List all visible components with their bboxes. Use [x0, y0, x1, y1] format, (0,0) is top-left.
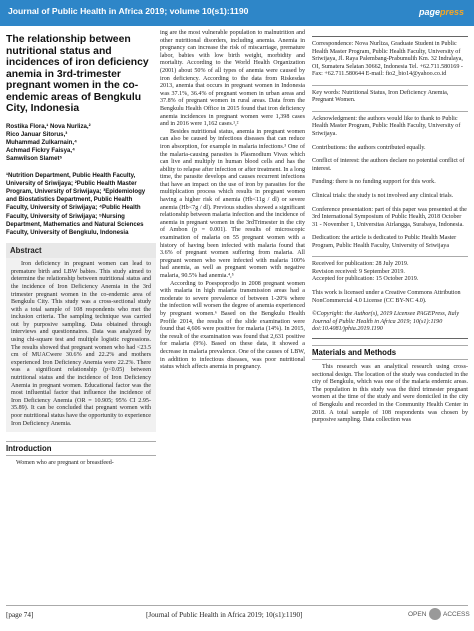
keywords: Key words: Nutritional Status, Iron Deficiency Anemia, Pregnant Women.: [312, 89, 449, 104]
open-access-badge: OPEN ACCESS: [408, 608, 468, 622]
revision-date: Revision received: 9 September 2019.: [312, 268, 405, 275]
methods-text: This research was an analytical research using cross-sectional design. The location of the study was conducted in the city of Bengkulu, which was one of the malaria endemic areas. The population in this study was the third trimester pregnant women at the time of the study and were domiciled in the city of Bengkulu and recorded in the Community Health Center in 2018. A total sample of 108 respondents was chosen by purposive sampling. Data collection was: [312, 364, 468, 424]
dedication: Dedication: the article is dedicated to Public Health Master Program, Public Health Faculty, University of Sriwijaya: [312, 235, 457, 249]
body-paragraph: ing are the most vulnerable population to malnutrition and other nutritional disorders, including anemia. Anemia in pregnancy can increase the risk of miscarriage, premature labor, babies with low birth weight, morbidity and mortality. According to the World Health Organization (2001) about 50% of all types of anemia were caused by iron deficiency. According to the data from Riskesdas 2013, anemia that occurs in pregnant women in Indonesia was 37.1%, 36.4% of pregnant women in urban areas and 37.8% of pregnant women in rural areas. Data from the Bengkulu Health Office in 2015 found that iron deficiency anemia incidences in pregnant women were 1,398 cases and in 2016 were 1,162 cases.¹,²: [160, 30, 305, 128]
funding: Funding: there is no funding support for this work.: [312, 179, 436, 186]
introduction-text: Women who are pregnant or breastfeed-: [16, 460, 114, 467]
copyright-text: ©Copyright: the Author(s), 2019 Licensee PAGEPress, Italy Journal of Public Health in Africa 2019; 10(s1):1190 doi:10.4081/jphia.2019.1190: [312, 311, 460, 333]
footer-citation: [Journal of Public Health in Africa 2019; 10(s1):1190]: [146, 611, 303, 619]
received-date: Received for publication: 28 July 2019.: [312, 261, 409, 268]
abstract-text: Iron deficiency in pregnant women can lead to premature birth and LBW babies. This study aimed to determine the relationship between nutritional status and the incidence of Iron Deficiency Anemia in the 3rd trimester pregnant women in the co-endemic area of Bengkulu City. This study was a cross-sectional study with a total sample of 108 respondents who met the inclusion criteria. The sampling technique was carried out by purposive sampling. Data obtained through interviews and questionnaires. Data was analyzed by using chi-square test and multiple logistic regressions. The results showed that pregnant women who had <23.5 cm of MUACwere 30.6% and 22.2% and mothers experienced Iron Deficiency Anemia were 22.2%. There was a significant relationship (p<0.05) between nutritional status and the incidence of Iron Deficiency Anemia in pregnant women. Educational factor was the most influential factor that influence the incidence of Iron Deficiency Anemia (OR = 10.905; 95% CI 2.95-35.89). It can be concluded that pregnant women with poor nutritional status have the opportunity to experience Iron Deficiency Anemia.: [11, 261, 151, 427]
author-line: Achmad Fickry Faisya,⁴: [6, 147, 76, 155]
author-line: Muhammad Zulkarnain,⁴: [6, 138, 78, 146]
journal-title: Journal of Public Health in Africa 2019; volume 10(s1):1190: [8, 6, 249, 16]
right-column: [312, 36, 468, 425]
author-line: Rico Januar Sitorus,³: [6, 130, 68, 138]
body-paragraph: According to Poespoprodjo in 2008 pregnant women with malaria in high malaria transmission areas had a moderate to severe prevalence of between 1-20% where the infection will worsen the degree of anemia experienced by pregnant women.⁶ Based on the Bengkulu Health Profile 2014, the results of the slide examination were found that 4,606 were positive for malaria (14%). In 2015, the result of the examination was found that 2,631 positive for malaria (9%). Based on these data, it showed a decrease in malaria prevalence. One of the causes of LBW, in addition to infectious diseases, was poor nutritional status which affects anemia in pregnancy.: [160, 280, 305, 371]
author-line: Rostika Flora,¹ Nova Nurliza,²: [6, 122, 91, 130]
clinical-trials: Clinical trials: the study is not involved any clinical trials.: [312, 192, 454, 199]
abstract-box: [6, 258, 156, 432]
page-number: [page 74]: [6, 611, 34, 619]
author-line: Samwilson Slamet⁵: [6, 155, 63, 163]
page-footer: [0, 605, 474, 625]
abstract-heading: Abstract: [6, 243, 156, 258]
accepted-date: Accepted for publication: 15 October 2019.: [312, 276, 419, 283]
article-info-box: [312, 36, 468, 339]
divider: [312, 85, 468, 86]
pagepress-logo: pagepress: [418, 7, 464, 17]
middle-column: [160, 30, 305, 372]
correspondence: Correspondence: Nova Nurliza, Graduate Student in Public Health Master Program, Public Health Faculty, University of Sriwijaya, Jl. Raya Palembang-Prabumulih Km. 32 Indralaya, OI, Sumatera Selatan 30662, Indonesia Tel. +62.711.580169 - Fax: +62.711.580644 E-mail: fio2_bio14@yahoo.co.id: [312, 41, 463, 78]
license-text: This work is licensed under a Creative Commons Attribution NonCommercial 4.0 License (CC BY-NC 4.0).: [312, 290, 461, 304]
article-title: The relationship between nutritional status and incidences of iron deficiency anemia in 3rd-trimester pregnant women in the co-endemic areas of Bengkulu City, Indonesia: [6, 34, 149, 114]
divider: [312, 111, 468, 112]
acknowledgment: Acknowledgment: the authors would like to thank to Public Health Master Program, Public Health Faculty, University of Sriwijaya.: [312, 115, 461, 137]
introduction-heading: Introduction: [6, 441, 156, 456]
conflict-of-interest: Conflict of interest: the authors declare no potential conflict of interest.: [312, 158, 465, 172]
left-column: [6, 30, 156, 468]
footer-rule: [6, 605, 468, 606]
affiliations: ¹Nutrition Department, Public Health Faculty, University of Sriwijaya; ²Public Health Master Program, University of Sriwijaya; ³Epidemiology and Biostatistics Department, Public Health Faculty, University of Sriwijaya; ⁴Public Health Faculty, University of Sriwijaya; ⁵Nursing Department, Mathematics and Natural Sciences Faculty, University of Bengkulu, Indonesia: [6, 171, 146, 236]
author-list: [6, 123, 156, 164]
divider: [312, 256, 468, 257]
journal-header-bar: [0, 0, 474, 26]
conference-presentation: Conference presentation: part of this paper was presented at the 3rd International Symposium of Public Health, 2018 October 31 - November 1, Universitas Airlangga, Surabaya, Indonesia.: [312, 206, 467, 228]
methods-heading: Materials and Methods: [312, 345, 468, 360]
body-paragraph: Besides nutritional status, anemia in pregnant women can also be caused by infectious diseases that can reduce iron absorption, for example in malaria infections.³ One of the malaria-causing parasites is Plasmodium Vivax which can live and multiply in human blood cells and has the ability to relapse after infection or after treatment. In a long time, the parasite develops and causes recurrent infections that have an impact on the use of iron by parasites for the multiplication process which results in pregnant women having a higher risk of anemia (Hb<11g / dl) or severe anemia (Hb<7g / dl). Previous studies showed a significant relationship between malaria infection and the incidence of anemia in pregnant women in the 3rdTrimester in the city of Ambon (p = 0.001). The results of microscopic examination of malaria on 55 pregnant women with a history of having been infected with malaria found that 3.6% of pregnant women suffering from malaria. All pregnant women who were infected with malaria 100% had anemia, as well as pregnant women with negative malaria, 90.5% had anemia.⁴,⁵: [160, 128, 306, 279]
contributions: Contributions: the authors contributed equally.: [312, 144, 426, 151]
open-access-lock-icon: [429, 608, 441, 620]
